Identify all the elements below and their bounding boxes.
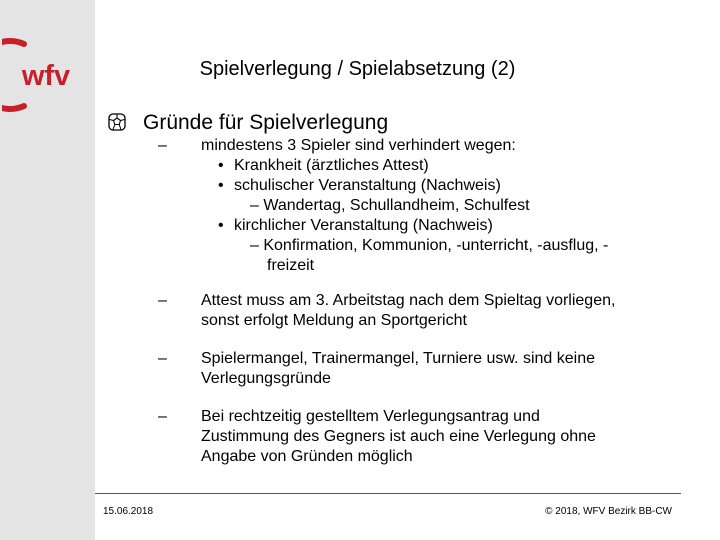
footer-divider: [95, 493, 681, 494]
heading-text: Gründe für Spielverlegung: [143, 111, 389, 134]
reason-school-detail: – Wandertag, Schullandheim, Schulfest: [250, 197, 530, 214]
block2-line1: Attest muss am 3. Arbeitstag nach dem Spieltag vorliegen,: [201, 292, 616, 309]
block2-line2: sonst erfolgt Meldung an Sportgericht: [201, 312, 467, 329]
slide-title: Spielverlegung / Spielabsetzung (2): [199, 58, 516, 80]
block4-line2: Zustimmung des Gegners ist auch eine Verlegung ohne: [201, 428, 596, 445]
reason-church-detail: – Konfirmation, Kommunion, -unterricht, -ausflug, -: [250, 237, 609, 254]
footer-date: 15.06.2018: [103, 506, 154, 517]
reason-illness: Krankheit (ärztliches Attest): [234, 157, 429, 174]
svg-text:wfv: wfv: [21, 60, 71, 92]
dash-marker: –: [158, 350, 167, 367]
block4-line1: Bei rechtzeitig gestelltem Verlegungsantrag und: [201, 408, 540, 425]
reason-school: schulischer Veranstaltung (Nachweis): [234, 177, 501, 194]
soccer-ball-icon: [108, 113, 126, 131]
bullet-marker: •: [218, 157, 224, 174]
dash-marker: –: [158, 292, 167, 309]
dash-marker: –: [158, 408, 167, 425]
block4-line3: Angabe von Gründen möglich: [201, 448, 413, 465]
bullet-marker: •: [218, 177, 224, 194]
dash-marker: –: [158, 137, 167, 154]
reason-church: kirchlicher Veranstaltung (Nachweis): [234, 217, 493, 234]
footer-copyright: © 2018, WFV Bezirk BB-CW: [545, 506, 672, 517]
wfv-logo: [2, 38, 90, 112]
reason-church-detail-cont: freizeit: [267, 257, 315, 274]
block3-line1: Spielermangel, Trainermangel, Turniere usw. sind keine: [201, 350, 595, 367]
block3-line2: Verlegungsgründe: [201, 370, 331, 387]
block1-intro: mindestens 3 Spieler sind verhindert wegen:: [201, 137, 516, 154]
sidebar: [0, 0, 95, 540]
bullet-marker: •: [218, 217, 224, 234]
